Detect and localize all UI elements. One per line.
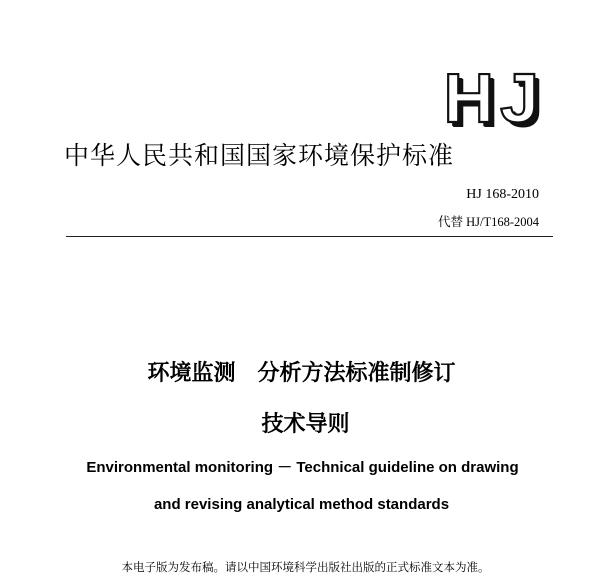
chinese-title-line-2: 技术导则 <box>261 412 350 437</box>
issuing-organization: 中华人民共和国国家环境保护标准 <box>64 141 455 170</box>
electronic-version-notice: 本电子版为发布稿。请以中国环境科学出版社出版的正式标准文本为准。 <box>121 560 490 574</box>
english-title-line-1: Environmental monitoring － Technical guideline on drawing <box>86 459 519 476</box>
chinese-title-line-1: 环境监测 分析方法标准制修订 <box>147 361 456 386</box>
english-title-line-2: and revising analytical method standards <box>153 496 450 513</box>
standard-code: HJ 168-2010 <box>466 187 539 202</box>
hj-logo: HJ <box>443 59 545 137</box>
header-divider <box>66 236 553 237</box>
replaces-standard: 代替 HJ/T168-2004 <box>437 215 539 229</box>
